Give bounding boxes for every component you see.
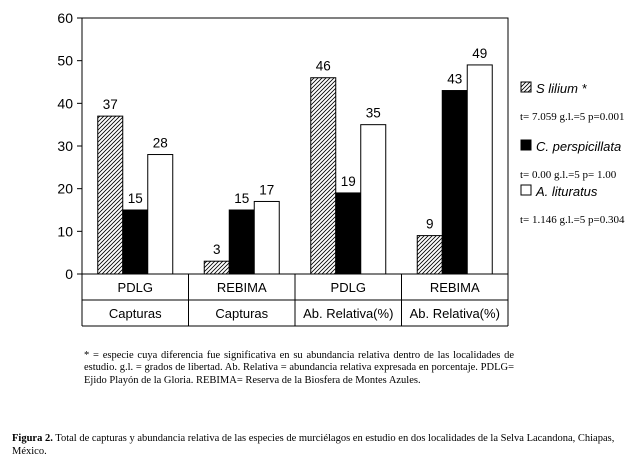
bar-hatch-0 bbox=[98, 116, 123, 274]
caption-label: Figura 2. bbox=[12, 433, 53, 444]
value-label: 9 bbox=[425, 216, 434, 232]
value-label: 49 bbox=[472, 45, 488, 61]
bar-hatch-3 bbox=[417, 236, 442, 274]
y-tick-label: 10 bbox=[57, 223, 73, 240]
y-tick-label: 40 bbox=[57, 95, 73, 112]
x-site-label: PDLG bbox=[117, 280, 153, 295]
bar-white-3 bbox=[467, 65, 492, 274]
bar-white-1 bbox=[254, 201, 279, 274]
legend-label: C. perspicillata bbox=[536, 139, 622, 154]
y-tick-label: 50 bbox=[57, 52, 73, 69]
x-measure-label: Ab. Relativa(%) bbox=[303, 306, 394, 321]
x-measure-label: Ab. Relativa(%) bbox=[409, 306, 500, 321]
y-tick-label: 30 bbox=[57, 138, 73, 154]
value-label: 15 bbox=[234, 191, 250, 206]
caption-text: Total de capturas y abundancia relativa de las especies de murciélagos en estudio en dos localidades de la Selva Lacandona, Chiapas, México. bbox=[12, 433, 615, 457]
x-measure-label: Capturas bbox=[215, 306, 269, 321]
legend-stat: t= 7.059 g.l.=5 p=0.001 bbox=[520, 111, 625, 123]
x-measure-label: Capturas bbox=[108, 306, 162, 321]
y-tick-label: 60 bbox=[57, 10, 73, 26]
bars bbox=[98, 65, 493, 274]
value-label: 28 bbox=[152, 135, 168, 151]
legend-swatch-solid bbox=[521, 140, 531, 150]
x-axis bbox=[82, 274, 508, 326]
bar-hatch-1 bbox=[204, 261, 229, 274]
legend-stat: t= 1.146 g.l.=5 p=0.304 bbox=[520, 214, 625, 226]
bar-solid-0 bbox=[123, 210, 148, 274]
bar-solid-1 bbox=[229, 210, 254, 274]
value-label: 19 bbox=[340, 173, 356, 189]
bar-solid-2 bbox=[336, 193, 361, 274]
figure-caption bbox=[12, 432, 627, 458]
legend-swatch-hatch bbox=[521, 82, 531, 92]
legend-label: A. lituratus bbox=[536, 184, 598, 199]
bar-hatch-2 bbox=[311, 78, 336, 274]
legend-label: S lilium * bbox=[536, 81, 587, 96]
x-site-label: PDLG bbox=[330, 280, 366, 295]
x-site-label: REBIMA bbox=[216, 280, 267, 295]
footnote: * = especie cuya diferencia fue significativa en su abundancia relativa dentro de las localidades de estudio. g.l. = grados de libertad. Ab. Relativa = abundancia relativa expresada en porcentaje. PDLG= Ejido Playón de la Gloria. REBIMA= Reserva de la Biosfera de Montes Azules. bbox=[84, 350, 514, 386]
bar-solid-3 bbox=[442, 91, 467, 274]
value-label: 15 bbox=[127, 191, 143, 206]
value-label: 43 bbox=[447, 71, 463, 87]
value-label: 35 bbox=[365, 105, 381, 121]
legend-swatch-white bbox=[521, 185, 531, 195]
x-site-label: REBIMA bbox=[429, 280, 480, 295]
legend-stat: t= 0.00 g.l.=5 p= 1.00 bbox=[520, 169, 617, 181]
bar-white-2 bbox=[361, 125, 386, 274]
value-label: 17 bbox=[259, 182, 275, 198]
y-tick-label: 0 bbox=[65, 266, 73, 282]
bar-white-0 bbox=[148, 155, 173, 274]
value-label: 37 bbox=[102, 97, 118, 113]
y-tick-label: 20 bbox=[57, 180, 73, 197]
value-label: 3 bbox=[212, 242, 221, 258]
legend bbox=[520, 81, 625, 226]
value-label: 46 bbox=[315, 58, 331, 74]
